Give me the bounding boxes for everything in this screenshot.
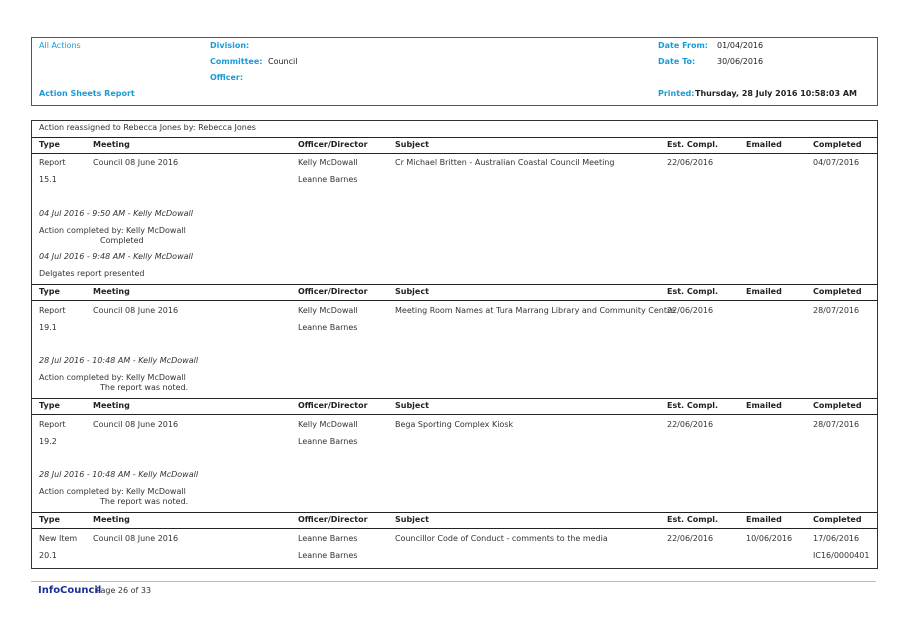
action-completed: 17/06/2016 — [813, 534, 860, 543]
action-subject: Bega Sporting Complex Kiosk — [395, 420, 514, 429]
col-officer: Officer/Director — [298, 515, 368, 524]
col-meeting: Meeting — [93, 287, 130, 296]
note-line: Completed — [100, 236, 144, 245]
note-stamp: 28 Jul 2016 - 10:48 AM - Kelly McDowall — [39, 470, 199, 479]
col-subject: Subject — [395, 401, 429, 410]
action-director: Leanne Barnes — [298, 551, 358, 560]
action-type: New Item — [39, 534, 78, 543]
col-est-compl: Est. Compl. — [667, 287, 719, 296]
action-officer: Kelly McDowall — [298, 306, 358, 315]
col-subject: Subject — [395, 140, 429, 149]
reassigned-note: Action reassigned to Rebecca Jones by: Rebecca Jones — [39, 123, 256, 132]
note-line: Action completed by: Kelly McDowall — [39, 226, 186, 235]
action-item-number: 19.2 — [39, 437, 57, 446]
col-officer: Officer/Director — [298, 287, 368, 296]
action-meeting: Council 08 June 2016 — [93, 306, 179, 315]
note-line: The report was noted. — [100, 497, 189, 506]
column-header-row — [32, 512, 877, 529]
col-emailed: Emailed — [746, 140, 782, 149]
col-completed: Completed — [813, 401, 862, 410]
report-header — [31, 37, 878, 106]
action-est-compl: 22/06/2016 — [667, 158, 714, 167]
action-officer: Kelly McDowall — [298, 420, 358, 429]
printed-label: Printed: — [658, 89, 695, 98]
col-est-compl: Est. Compl. — [667, 140, 719, 149]
action-meeting: Council 08 June 2016 — [93, 158, 179, 167]
action-est-compl: 22/06/2016 — [667, 534, 714, 543]
action-director: Leanne Barnes — [298, 175, 358, 184]
action-type: Report — [39, 158, 66, 167]
col-type: Type — [39, 287, 60, 296]
report-title: Action Sheets Report — [39, 89, 135, 98]
action-type: Report — [39, 420, 66, 429]
committee-label: Committee: — [210, 57, 263, 66]
committee-value: Council — [268, 57, 298, 66]
action-completed: 04/07/2016 — [813, 158, 860, 167]
all-actions-label: All Actions — [39, 41, 81, 50]
action-meeting: Council 08 June 2016 — [93, 420, 179, 429]
action-meeting: Council 08 June 2016 — [93, 534, 179, 543]
action-item-number: 20.1 — [39, 551, 57, 560]
col-subject: Subject — [395, 515, 429, 524]
col-type: Type — [39, 401, 60, 410]
note-stamp: 28 Jul 2016 - 10:48 AM - Kelly McDowall — [39, 356, 199, 365]
action-subject: Councillor Code of Conduct - comments to the media — [395, 534, 608, 543]
date-to-label: Date To: — [658, 57, 696, 66]
footer-divider — [31, 581, 876, 582]
footer-brand: InfoCouncil — [38, 585, 102, 596]
col-type: Type — [39, 140, 60, 149]
column-header-row — [32, 398, 877, 415]
col-completed: Completed — [813, 140, 862, 149]
action-subject: Meeting Room Names at Tura Marrang Library and Community Centre — [395, 306, 676, 315]
division-label: Division: — [210, 41, 250, 50]
col-subject: Subject — [395, 287, 429, 296]
col-type: Type — [39, 515, 60, 524]
col-est-compl: Est. Compl. — [667, 515, 719, 524]
col-emailed: Emailed — [746, 287, 782, 296]
note-line: Action completed by: Kelly McDowall — [39, 487, 186, 496]
col-completed: Completed — [813, 515, 862, 524]
col-meeting: Meeting — [93, 140, 130, 149]
col-completed: Completed — [813, 287, 862, 296]
date-from-label: Date From: — [658, 41, 709, 50]
col-officer: Officer/Director — [298, 401, 368, 410]
col-emailed: Emailed — [746, 515, 782, 524]
note-stamp: 04 Jul 2016 - 9:48 AM - Kelly McDowall — [39, 252, 193, 261]
action-subject: Cr Michael Britten - Australian Coastal Council Meeting — [395, 158, 615, 167]
printed-value: Thursday, 28 July 2016 10:58:03 AM — [695, 89, 857, 98]
action-item-number: 19.1 — [39, 323, 57, 332]
note-line: Action completed by: Kelly McDowall — [39, 373, 186, 382]
action-table — [31, 120, 878, 569]
officer-label: Officer: — [210, 73, 244, 82]
col-est-compl: Est. Compl. — [667, 401, 719, 410]
action-completed: 28/07/2016 — [813, 420, 860, 429]
action-officer: Kelly McDowall — [298, 158, 358, 167]
date-from-value: 01/04/2016 — [717, 41, 764, 50]
action-officer: Leanne Barnes — [298, 534, 358, 543]
action-type: Report — [39, 306, 66, 315]
note-stamp: 04 Jul 2016 - 9:50 AM - Kelly McDowall — [39, 209, 193, 218]
action-est-compl: 22/06/2016 — [667, 306, 714, 315]
column-header-row — [32, 284, 877, 301]
note-line: Delgates report presented — [39, 269, 145, 278]
note-line: The report was noted. — [100, 383, 189, 392]
col-meeting: Meeting — [93, 401, 130, 410]
action-est-compl: 22/06/2016 — [667, 420, 714, 429]
col-meeting: Meeting — [93, 515, 130, 524]
col-emailed: Emailed — [746, 401, 782, 410]
action-emailed: 10/06/2016 — [746, 534, 793, 543]
action-item-number: 15.1 — [39, 175, 57, 184]
action-director: Leanne Barnes — [298, 437, 358, 446]
action-completed-ref: IC16/0000401 — [813, 551, 870, 560]
col-officer: Officer/Director — [298, 140, 368, 149]
footer-page-number: Page 26 of 33 — [96, 586, 152, 595]
action-completed: 28/07/2016 — [813, 306, 860, 315]
action-director: Leanne Barnes — [298, 323, 358, 332]
date-to-value: 30/06/2016 — [717, 57, 764, 66]
column-header-row — [32, 137, 877, 154]
